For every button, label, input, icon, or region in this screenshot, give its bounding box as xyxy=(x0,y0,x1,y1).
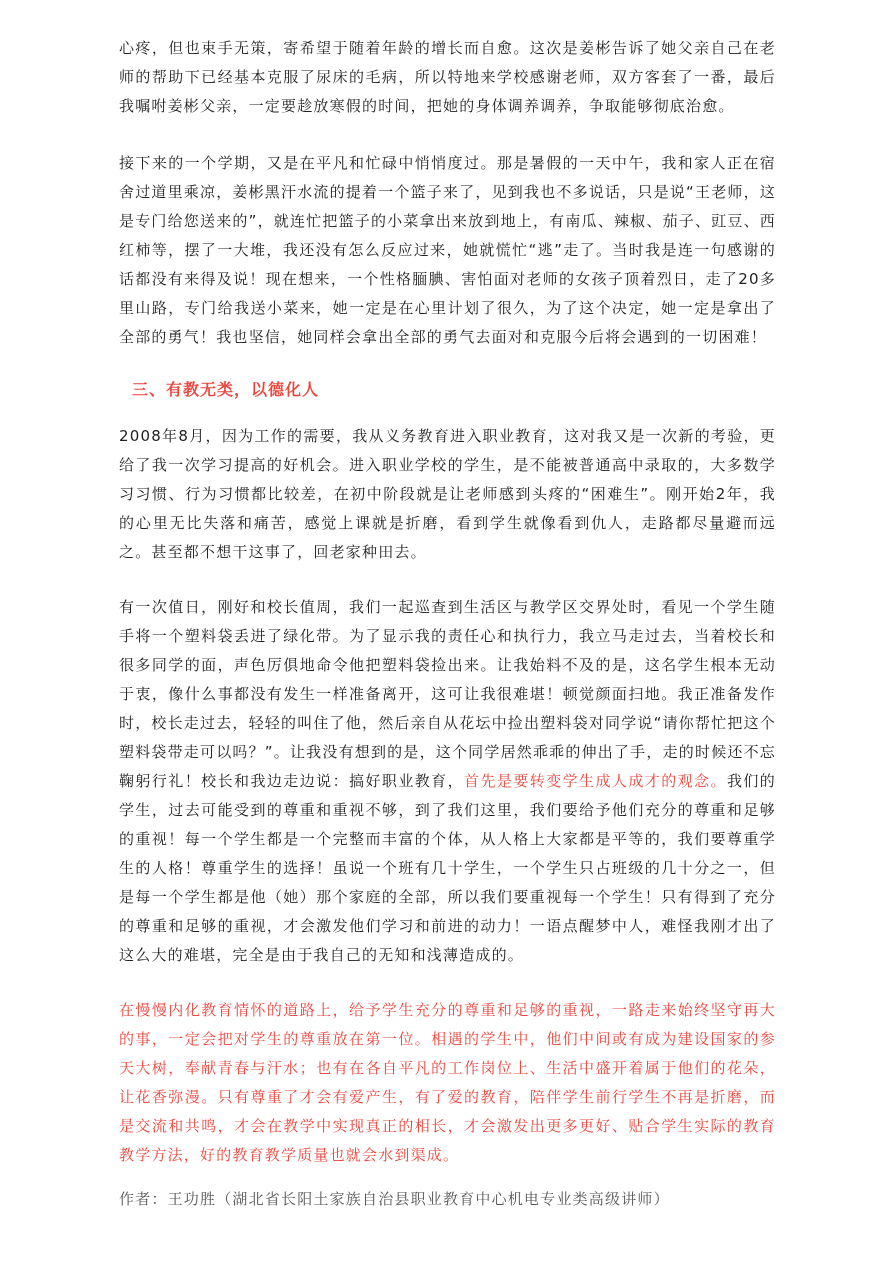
paragraph-4 xyxy=(119,593,776,970)
paragraph-3: 2008年8月，因为工作的需要，我从义务教育进入职业教育，这对我又是一次新的考验，更给了我一次学习提高的好机会。进入职业学校的学生，是不能被普通高中录取的，大多数学习习惯、行为习惯都比较差，在初中阶段就是让老师感到头疼的“困难生”。刚开始2年，我的心里无比失落和痛苦，感觉上课就是折磨，看到学生就像看到仇人，走路都尽量避而远之。甚至都不想干这事了，回老家种田去。 xyxy=(119,427,776,561)
article-page xyxy=(119,34,776,1212)
paragraph-4-part-b: 我们的学生，过去可能受到的尊重和重视不够，到了我们这里，我们要给予他们充分的尊重和足够的重视！每一个学生都是一个完整而丰富的个体，从人格上大家都是平等的，我们要尊重学生的人格！尊重学生的选择！虽说一个班有几十学生，一个学生只占班级的几十分之一，但是每一个学生都是他（她）那个家庭的全部，所以我们要重视每一个学生！只有得到了充分的尊重和足够的重视，才会激发他们学习和前进的动力！一语点醒梦中人，难怪我刚才出了这么大的难堪，完全是由于我自己的无知和浅薄造成的。 xyxy=(119,772,776,964)
author-line: 作者：王功胜（湖北省长阳土家族自治县职业教育中心机电专业类高级讲师） xyxy=(119,1190,670,1208)
paragraph-2: 接下来的一个学期，又是在平凡和忙碌中悄悄度过。那是暑假的一天中午，我和家人正在宿舍过道里乘凉，姜彬黑汗水流的提着一个篮子来了，见到我也不多说话，只是说“王老师，这是专门给您送来的”，就连忙把篮子的小菜拿出来放到地上，有南瓜、辣椒、茄子、豇豆、西红柿等，摆了一大堆，我还没有怎么反应过来，她就慌忙“逃”走了。当时我是连一句感谢的话都没有来得及说！现在想来，一个性格腼腆、害怕面对老师的女孩子顶着烈日，走了20多里山路，专门给我送小菜来，她一定是在心里计划了很久，为了这个决定，她一定是拿出了全部的勇气！我也坚信，她同样会拿出全部的勇气去面对和克服今后将会遇到的一切困难！ xyxy=(119,154,776,346)
paragraph-4-highlight: 首先是要转变学生成人成才的观念。 xyxy=(464,772,727,790)
section-heading: 三、有教无类，以德化人 xyxy=(132,380,320,399)
paragraph-5-highlight: 在慢慢内化教育情怀的道路上，给予学生充分的尊重和足够的重视，一路走来始终坚守再大的事，一定会把对学生的尊重放在第一位。相遇的学生中，他们中间或有成为建设国家的参天大树，奉献青春与汗水；也有在各自平凡的工作岗位上、生活中盛开着属于他们的花朵，让花香弥漫。只有尊重了才会有爱产生，有了爱的教育，陪伴学生前行学生不再是折磨，而是交流和共鸣，才会在教学中实现真正的相长，才会激发出更多更好、贴合学生实际的教育教学方法，好的教育教学质量也就会水到渠成。 xyxy=(119,1001,776,1164)
paragraph-4-part-a: 有一次值日，刚好和校长值周，我们一起巡查到生活区与教学区交界处时，看见一个学生随手将一个塑料袋丢进了绿化带。为了显示我的责任心和执行力，我立马走过去，当着校长和很多同学的面，声色厉俱地命令他把塑料袋捡出来。让我始料不及的是，这名学生根本无动于衷，像什么事都没有发生一样准备离开，这可让我很难堪！顿觉颜面扫地。我正准备发作时，校长走过去，轻轻的叫住了他，然后亲自从花坛中捡出塑料袋对同学说“请你帮忙把这个塑料袋带走可以吗？”。让我没有想到的是，这个同学居然乖乖的伸出了手，走的时候还不忘鞠躬行礼！校长和我边走边说：搞好职业教育， xyxy=(119,598,776,790)
paragraph-1: 心疼，但也束手无策，寄希望于随着年龄的增长而自愈。这次是姜彬告诉了她父亲自己在老师的帮助下已经基本克服了尿床的毛病，所以特地来学校感谢老师，双方客套了一番，最后我嘱咐姜彬父亲，一定要趁放寒假的时间，把她的身体调养调养，争取能够彻底治愈。 xyxy=(119,39,776,115)
